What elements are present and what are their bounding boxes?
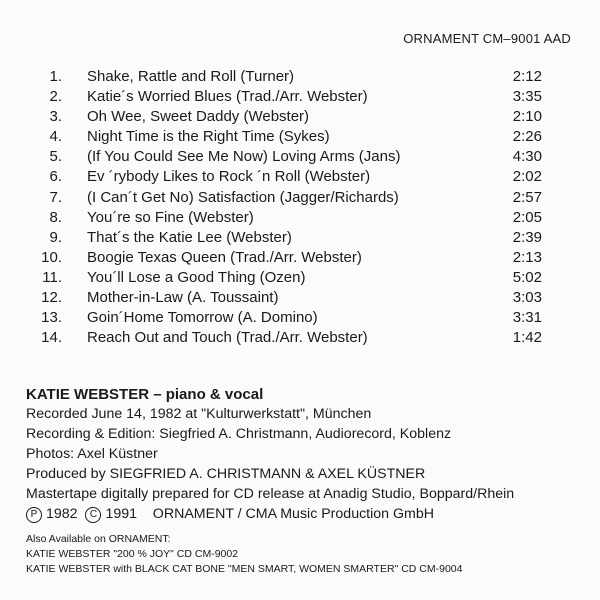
track-duration: 5:02 (512, 268, 542, 286)
track-duration: 2:12 (512, 68, 542, 85)
track-duration: 2:26 (512, 128, 542, 146)
track-number: 6. (49, 168, 62, 186)
mastertape-line: Mastertape digitally prepared for CD release at Anadig Studio, Boppard/Rhein (26, 486, 515, 502)
track-row (40, 328, 542, 348)
track-row (40, 167, 542, 187)
track-number: 14. (41, 329, 62, 347)
track-number: 11. (42, 268, 62, 286)
track-row (40, 127, 542, 147)
track-list (40, 67, 542, 348)
track-row (40, 147, 542, 167)
track-duration: 3:31 (512, 309, 542, 327)
track-duration: 3:03 (512, 289, 542, 307)
track-duration: 1:42 (512, 329, 542, 347)
track-title: Shake, Rattle and Roll (Turner) (87, 68, 295, 85)
photos-line: Photos: Axel Küstner (26, 446, 158, 462)
recording-edition-line: Recording & Edition: Siegfried A. Christmann, Audiorecord, Koblenz (26, 426, 452, 442)
track-title: Boogie Texas Queen (Trad./Arr. Webster) (87, 248, 362, 266)
track-duration: 2:13 (512, 248, 542, 266)
track-title: Ev ´rybody Likes to Rock ´n Roll (Webster) (87, 168, 371, 186)
track-row (40, 188, 542, 208)
track-number: 9. (49, 228, 62, 246)
track-duration: 2:10 (512, 108, 542, 126)
track-number: 12. (41, 289, 62, 307)
track-row (40, 67, 542, 87)
produced-line: Produced by SIEGFRIED A. CHRISTMANN & AXEL KÜSTNER (26, 466, 426, 482)
track-title: You´re so Fine (Webster) (87, 208, 254, 226)
copyright-line (26, 504, 591, 524)
track-row (40, 308, 542, 328)
track-number: 7. (49, 188, 62, 206)
track-row (40, 248, 542, 268)
track-duration: 3:35 (512, 88, 542, 106)
track-title: Oh Wee, Sweet Daddy (Webster) (87, 108, 310, 126)
track-duration: 2:02 (512, 168, 542, 186)
track-duration: 2:57 (512, 188, 542, 206)
track-row (40, 268, 542, 288)
track-duration: 4:30 (512, 148, 542, 166)
artist-heading: KATIE WEBSTER – piano & vocal (26, 386, 264, 403)
track-row (40, 208, 542, 228)
track-title: (I Can´t Get No) Satisfaction (Jagger/Richards) (87, 188, 399, 206)
track-row (40, 87, 542, 107)
track-title: You´ll Lose a Good Thing (Ozen) (87, 268, 306, 286)
track-number: 10. (41, 248, 62, 266)
copyright-icon: C (85, 507, 101, 523)
track-number: 5. (49, 148, 62, 166)
track-title: Katie´s Worried Blues (Trad./Arr. Webster) (87, 88, 368, 106)
track-title: (If You Could See Me Now) Loving Arms (Jans) (87, 148, 401, 166)
track-number: 3. (49, 108, 62, 126)
track-row (40, 288, 542, 308)
track-row (40, 107, 542, 127)
also-available-block (26, 532, 591, 577)
track-number: 2. (49, 88, 62, 106)
recorded-line: Recorded June 14, 1982 at "Kulturwerkstatt", München (26, 406, 372, 422)
track-title: Reach Out and Touch (Trad./Arr. Webster) (87, 329, 368, 347)
also-available-item: KATIE WEBSTER "200 % JOY" CD CM-9002 (26, 548, 239, 560)
track-number: 4. (49, 128, 62, 146)
track-number: 8. (49, 208, 62, 226)
catalog-number: ORNAMENT CM–9001 AAD (403, 31, 571, 46)
track-title: Mother-in-Law (A. Toussaint) (87, 289, 279, 307)
also-available-item: KATIE WEBSTER with BLACK CAT BONE "MEN SMART, WOMEN SMARTER" CD CM-9004 (26, 563, 463, 575)
phonogram-year: 1982 (46, 506, 78, 522)
track-number: 1. (49, 68, 62, 85)
credits-block (26, 385, 591, 524)
track-title: Goin´Home Tomorrow (A. Domino) (87, 309, 318, 327)
also-available-heading: Also Available on ORNAMENT: (26, 533, 171, 545)
track-title: That´s the Katie Lee (Webster) (87, 228, 292, 246)
track-duration: 2:05 (512, 208, 542, 226)
copyright-year: 1991 (105, 506, 138, 522)
phonogram-icon: P (26, 507, 42, 523)
track-number: 13. (41, 309, 62, 327)
track-duration: 2:39 (512, 228, 542, 246)
track-title: Night Time is the Right Time (Sykes) (87, 128, 330, 146)
label-text: ORNAMENT / CMA Music Production GmbH (152, 506, 434, 522)
track-row (40, 228, 542, 248)
